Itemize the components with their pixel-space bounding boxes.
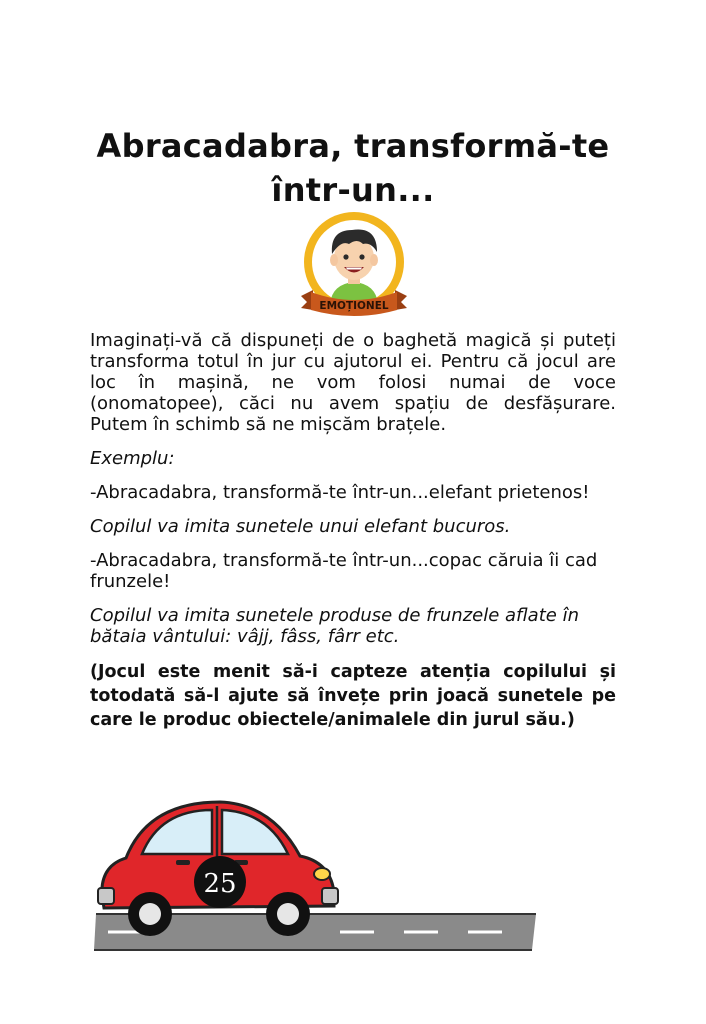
main-content bbox=[90, 330, 616, 745]
page-number: 25 bbox=[203, 869, 237, 899]
boy-avatar-icon bbox=[330, 229, 378, 304]
example-label: Exemplu: bbox=[90, 448, 175, 469]
response-2: Copilul va imita sunetele produse de frunzele aflate în bătaia vântului: vâjj, fâss, fârr etc. bbox=[90, 605, 579, 647]
rear-wheel bbox=[266, 892, 310, 936]
emotionel-badge bbox=[297, 212, 411, 320]
car-illustration bbox=[90, 796, 540, 952]
page-title bbox=[60, 124, 646, 212]
example-1: -Abracadabra, transformă-te într-un...elefant prietenos! bbox=[90, 482, 590, 503]
example-2: -Abracadabra, transformă-te într-un...copac căruia îi cad frunzele! bbox=[90, 550, 598, 592]
title-line-2: într-un... bbox=[271, 171, 435, 209]
badge-label: EMOȚIONEL bbox=[319, 300, 389, 312]
response-1: Copilul va imita sunetele unui elefant bucuros. bbox=[90, 516, 511, 537]
note-paragraph: (Jocul este menit să-i capteze atenția copilului și totodată să-l ajute să învețe prin joacă sunetele pe care le produc obiectele/animalele din jurul său.) bbox=[90, 662, 616, 730]
page-number-badge bbox=[194, 856, 246, 908]
intro-paragraph: Imaginați-vă că dispuneți de o baghetă magică și puteți transforma totul în jur cu ajutorul ei. Pentru că jocul are loc în mașină, ne vom folosi numai de voce (onomatopee), căci nu avem spațiu de desfășurare. Putem în schimb să ne mișcăm brațele. bbox=[90, 330, 616, 435]
front-wheel bbox=[128, 892, 172, 936]
title-line-1: Abracadabra, transformă-te bbox=[96, 127, 610, 165]
